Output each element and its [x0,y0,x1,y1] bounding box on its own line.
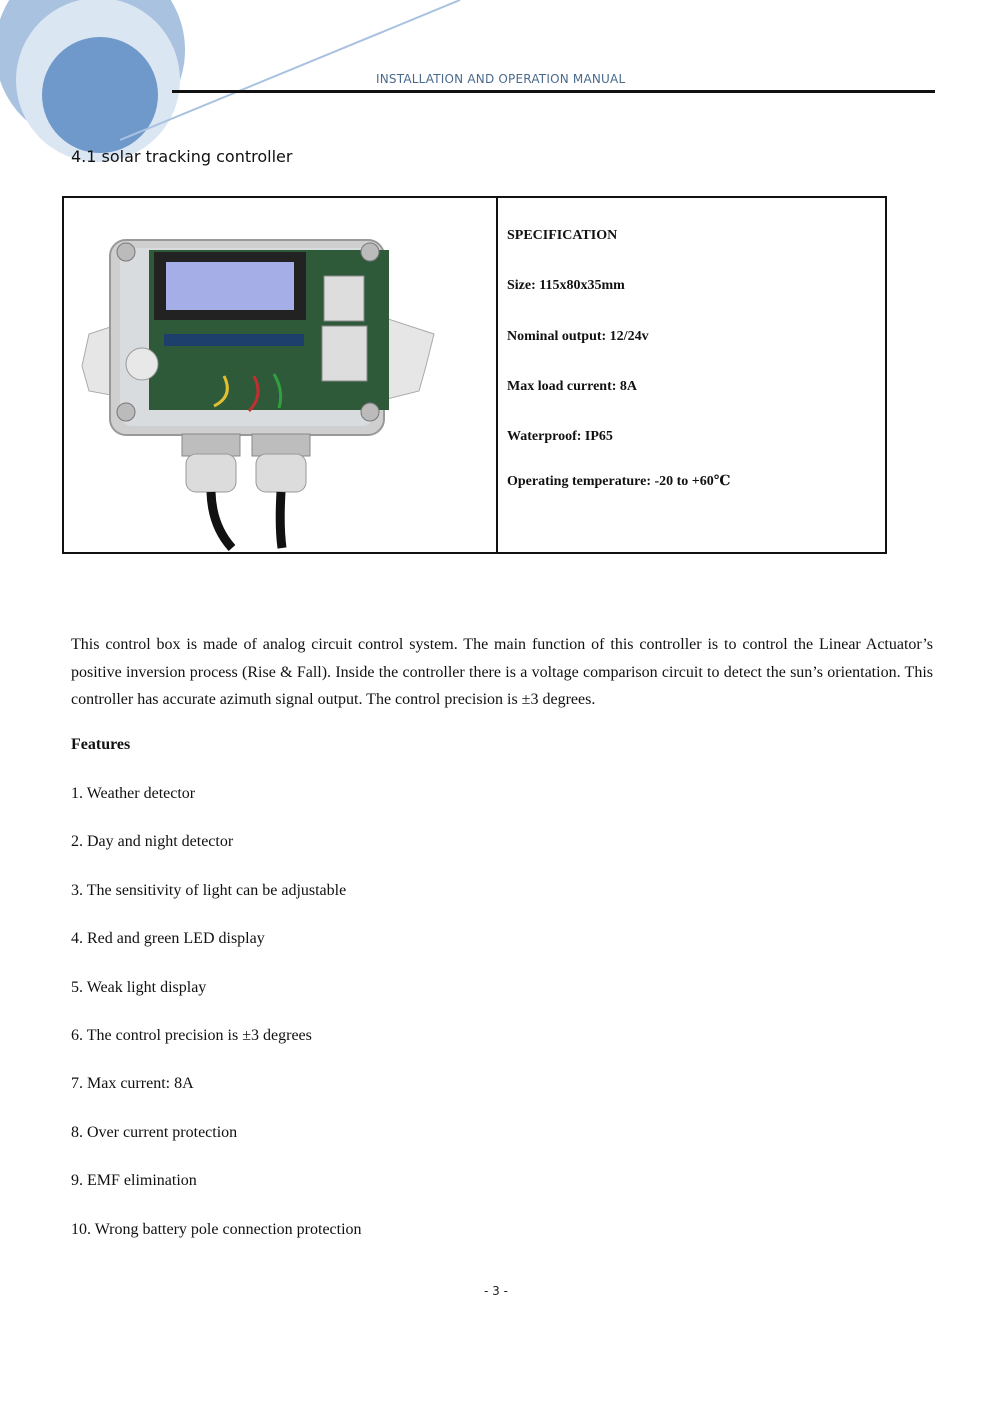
spec-text-cell [498,198,885,552]
page-number: - 3 - [484,1284,508,1298]
feature-item: 9. EMF elimination [71,1172,197,1190]
spec-waterproof: Waterproof: IP65 [507,429,613,444]
product-image-cell [64,198,498,552]
feature-item: 2. Day and night detector [71,833,234,851]
features-list [71,784,362,1268]
spec-nominal-output: Nominal output: 12/24v [507,329,649,344]
feature-item: 5. Weak light display [71,978,207,996]
section-title: 4.1 solar tracking controller [71,147,293,166]
feature-item: 3. The sensitivity of light can be adjustable [71,881,347,899]
feature-item: 1. Weather detector [71,785,196,802]
spec-table [62,196,887,554]
header-title: INSTALLATION AND OPERATION MANUAL [376,72,626,86]
feature-item: 10. Wrong battery pole connection protection [71,1220,362,1238]
feature-item: 7. Max current: 8A [71,1075,194,1093]
feature-item: 8. Over current protection [71,1123,238,1141]
spec-max-load: Max load current: 8A [507,379,637,394]
spec-heading: SPECIFICATION [507,228,618,243]
intro-paragraph: This control box is made of analog circuit control system. The main function of this controller is to control the Linear Actuator’s positive inversion process (Rise & Fall). Inside the controller there is a voltage comparison circuit to detect the sun’s orientation. This controller has accurate azimuth signal output. The control precision is ±3 degrees. [71,636,933,708]
feature-item: 4. Red and green LED display [71,930,265,948]
feature-item: 6. The control precision is ±3 degrees [71,1026,312,1044]
header-rule [172,90,935,93]
spec-size: Size: 115x80x35mm [507,278,625,293]
controller-photo [74,226,484,551]
features-heading: Features [71,736,131,753]
spec-temperature: Operating temperature: -20 to +60℃ [507,474,731,489]
